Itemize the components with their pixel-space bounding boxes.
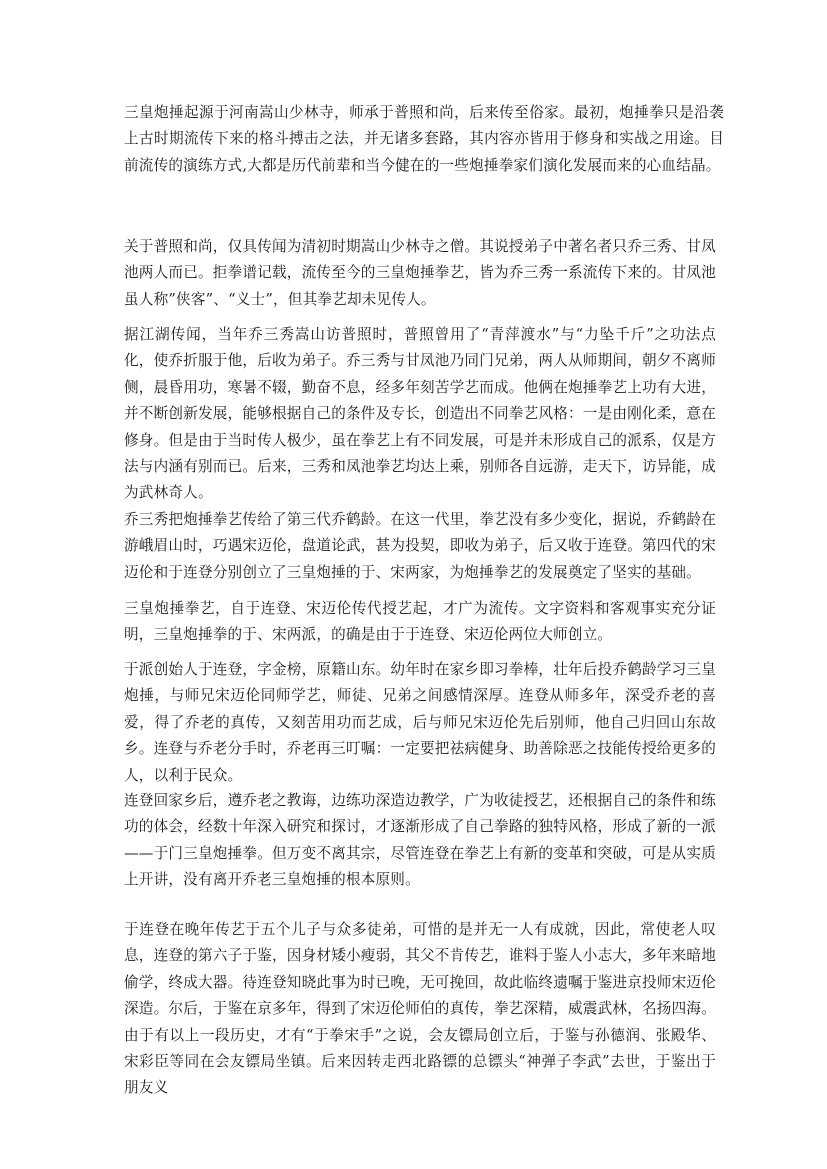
paragraph-yu-school: 连登回家乡后，遵乔老之教诲，边练功深造边教学，广为收徒授艺，还根据自己的条件和练功的体会，经数十年深入研究和探讨，才逐渐形成了自己拳路的独特风格，形成了新的一派——于门三皇炮捶拳。但万变不离其宗，尽管连登在拳艺上有新的变革和突破，可是从实质上开讲，没有离开乔老三皇炮捶的根本原则。 [124, 792, 716, 889]
paragraph-spread: 三皇炮捶拳艺，自于连登、宋迈伦传代授艺起，才广为流传。文字资料和客观事实充分证明，三皇炮捶拳的于、宋两派，的确是由于于连登、宋迈伦两位大师创立。 [124, 600, 716, 644]
paragraph-third-generation: 乔三秀把炮捶拳艺传给了第三代乔鹤龄。在这一代里，拳艺没有多少变化，据说，乔鹤龄在游峨眉山时，巧遇宋迈伦，盘道论武，甚为投契，即收为弟子，后又收于连登。第四代的宋迈伦和于连登分别创立了三皇炮捶的于、宋两家，为炮捶拳艺的发展奠定了坚实的基础。 [124, 511, 716, 581]
paragraph-legend: 据江湖传闻，当年乔三秀嵩山访普照时，普照曾用了“青萍渡水”与“力坠千斤”之功法点化，使乔折服于他，后收为弟子。乔三秀与甘凤池乃同门兄弟，两人从师期间，朝夕不离师侧，晨昏用功，寒暑不辍，勤奋不息，经多年刻苦学艺而成。他俩在炮捶拳艺上功有大进，并不断创新发展，能够根据自己的条件及专长，创造出不同拳艺风格：一是由刚化柔，意在修身。但是由于当时传人极少，虽在拳艺上有不同发展，可是并未形成自己的派系，仅是方法与内涵有别而已。后来，三秀和凤池拳艺均达上乘，别师各自远游，走天下，访异能，成为武林奇人。 [124, 326, 716, 502]
paragraph-yu-founder: 于派创始人于连登，字金榜，原籍山东。幼年时在家乡即习拳棒，壮年后投乔鹤龄学习三皇炮捶，与师兄宋迈伦同师学艺，师徒、兄弟之间感情深厚。连登从师多年，深受乔老的喜爱，得了乔老的真传，又刻苦用功而艺成，后与师兄宋迈伦先后别师，他自己归回山东故乡。连登与乔老分手时，乔老再三叮嘱：一定要把祛病健身、助善除恶之技能传授给更多的人，以利于民众。 [124, 661, 716, 784]
paragraph-puzhao: 关于普照和尚，仅具传闻为清初时期嵩山少林寺之僧。其说授弟子中著名者只乔三秀、甘凤池两人而已。拒拳谱记载，流传至今的三皇炮捶拳艺，皆为乔三秀一系流传下来的。甘凤池虽人称”侠客”、“义士”，但其拳艺却未见传人。 [124, 238, 716, 308]
paragraph-origin: 三皇炮捶起源于河南嵩山少林寺，师承于普照和尚，后来传至俗家。最初，炮捶拳只是沿袭上古时期流传下来的格斗搏击之法，并无诸多套路，其内容亦皆用于修身和实战之用途。目前流传的演练方式,大都是历代前辈和当今健在的一些炮捶拳家们演化发展而来的心血结晶。 [124, 104, 724, 174]
paragraph-yu-jian: 于连登在晚年传艺于五个儿子与众多徒弟，可惜的是并无一人有成就，因此，常使老人叹息，连登的第六子于鉴，因身材矮小瘦弱，其父不肯传艺，谁料于鉴人小志大，多年来暗地偷学，终成大器。待连登知晓此事为时已晚，无可挽回，故此临终遗嘱于鉴进京投师宋迈伦深造。尔后，于鉴在京多年，得到了宋迈伦师伯的真传，拳艺深精，威震武林，名扬四海。由于有以上一段历史，才有“于拳宋手”之说，会友镖局创立后，于鉴与孙德润、张殿华、宋彩臣等同在会友镖局坐镇。后来因转走西北路镖的总镖头“神弹子李武”去世，于鉴出于朋友义 [124, 921, 716, 1097]
